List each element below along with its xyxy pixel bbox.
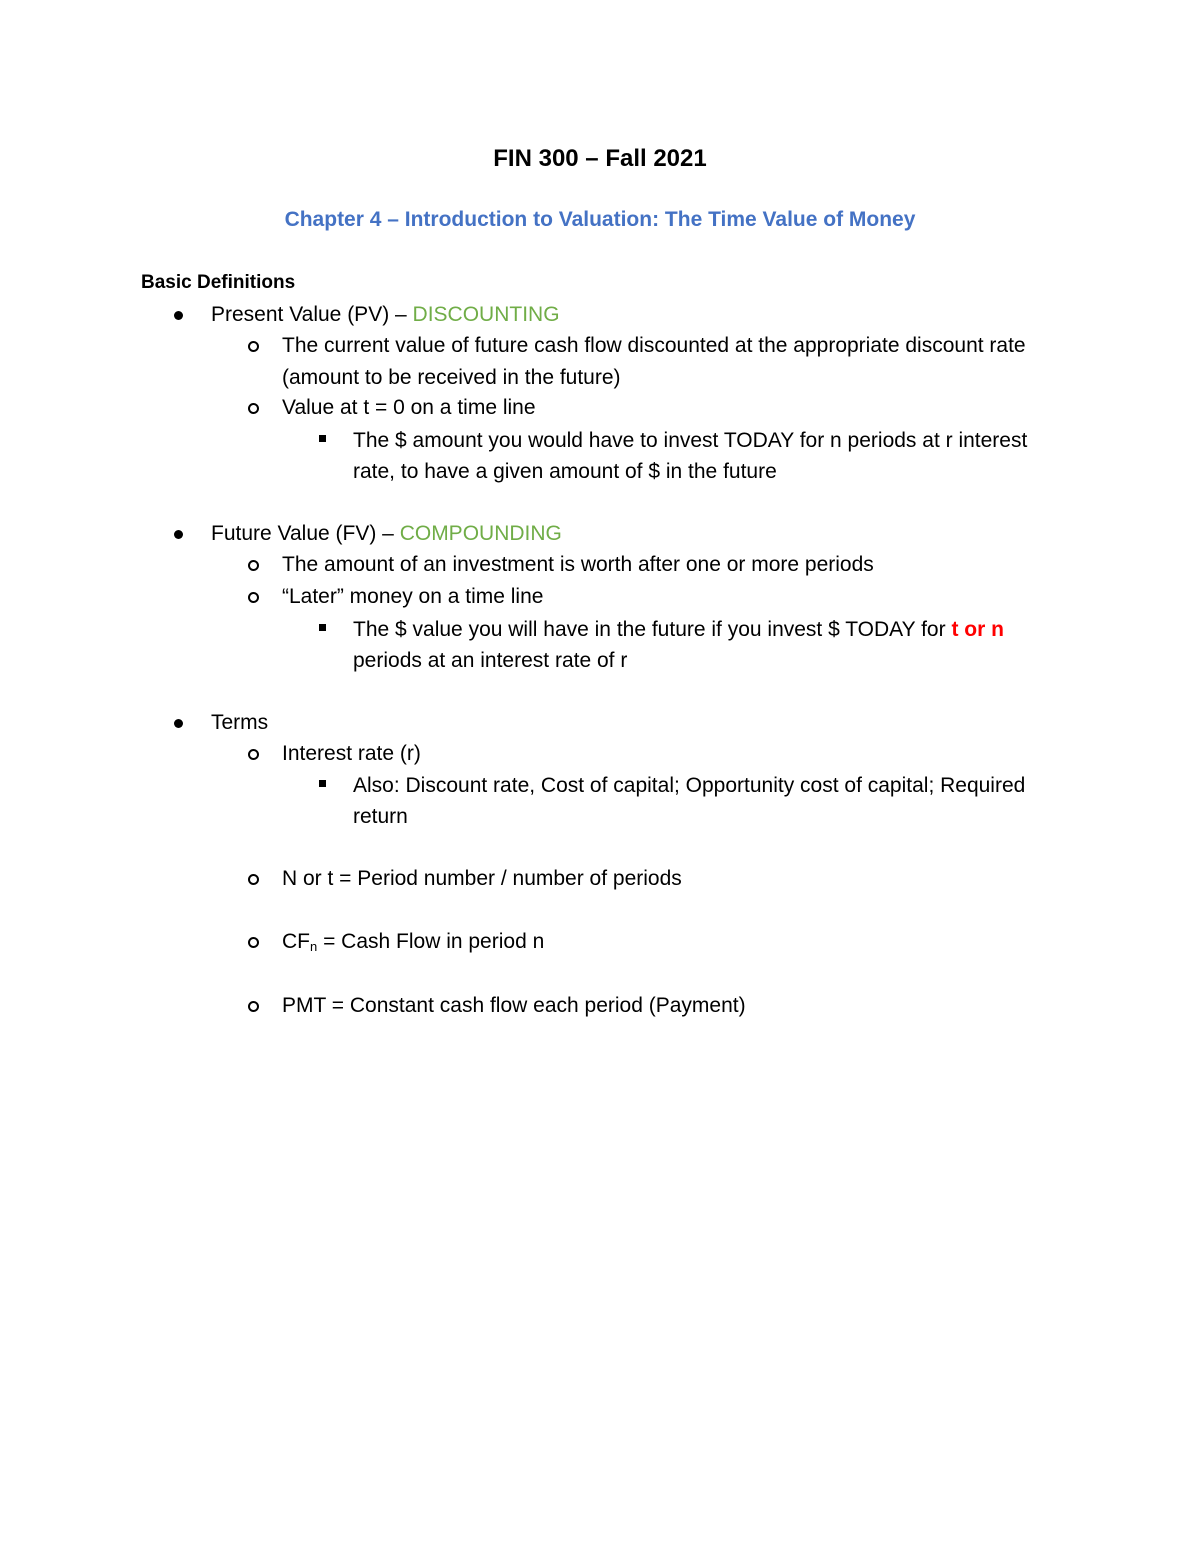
- pv-label: Present Value (PV) –: [211, 303, 413, 326]
- bullet-square: [319, 435, 326, 442]
- pv-sub-line1: The $ amount you would have to invest TODAY for n periods at r interest: [353, 429, 1028, 452]
- chapter-title: Chapter 4 – Introduction to Valuation: The Time Value of Money: [284, 208, 916, 231]
- fv-label: Future Value (FV) –: [211, 522, 400, 545]
- bullet-circle: [248, 341, 259, 352]
- cf-prefix: CF: [282, 930, 310, 953]
- bullet-circle: [248, 937, 259, 948]
- fv-sub-highlight: t or n: [951, 618, 1004, 641]
- bullet-circle: [248, 592, 259, 603]
- pv-tag: DISCOUNTING: [412, 303, 560, 326]
- bullet-circle: [248, 403, 259, 414]
- terms-label: Terms: [211, 711, 269, 734]
- fv-item: [211, 523, 562, 544]
- bullet-dot: [174, 530, 183, 539]
- pv-def2: Value at t = 0 on a time line: [282, 396, 536, 419]
- pv-item: [211, 304, 560, 325]
- term-pmt: PMT = Constant cash flow each period (Payment): [282, 994, 746, 1017]
- fv-sub-text: The $ value you will have in the future if you invest $ TODAY for: [353, 618, 952, 641]
- bullet-circle: [248, 749, 259, 760]
- bullet-circle: [248, 560, 259, 571]
- term-rate-sub-line2: return: [353, 805, 408, 828]
- bullet-circle: [248, 1001, 259, 1012]
- document-title: FIN 300 – Fall 2021: [493, 145, 707, 172]
- fv-tag: COMPOUNDING: [399, 522, 562, 545]
- term-rate-sub-line1: Also: Discount rate, Cost of capital; Opportunity cost of capital; Required: [353, 774, 1026, 797]
- cf-subscript: n: [310, 939, 318, 954]
- cf-rest: = Cash Flow in period n: [317, 930, 545, 953]
- pv-sub-line2: rate, to have a given amount of $ in the future: [353, 460, 777, 483]
- pv-def1-line2: (amount to be received in the future): [282, 366, 621, 389]
- bullet-square: [319, 624, 326, 631]
- term-cash-flow: [282, 931, 544, 952]
- section-heading: Basic Definitions: [141, 272, 296, 293]
- term-interest-rate: Interest rate (r): [282, 742, 421, 765]
- bullet-dot: [174, 719, 183, 728]
- term-periods: N or t = Period number / number of periods: [282, 867, 682, 890]
- bullet-dot: [174, 311, 183, 320]
- bullet-square: [319, 780, 326, 787]
- fv-sub-line1: [353, 619, 1004, 640]
- fv-sub-line2: periods at an interest rate of r: [353, 649, 628, 672]
- fv-def2: “Later” money on a time line: [282, 585, 544, 608]
- pv-def1-line1: The current value of future cash flow discounted at the appropriate discount rate: [282, 334, 1026, 357]
- fv-def1: The amount of an investment is worth after one or more periods: [282, 553, 874, 576]
- bullet-circle: [248, 874, 259, 885]
